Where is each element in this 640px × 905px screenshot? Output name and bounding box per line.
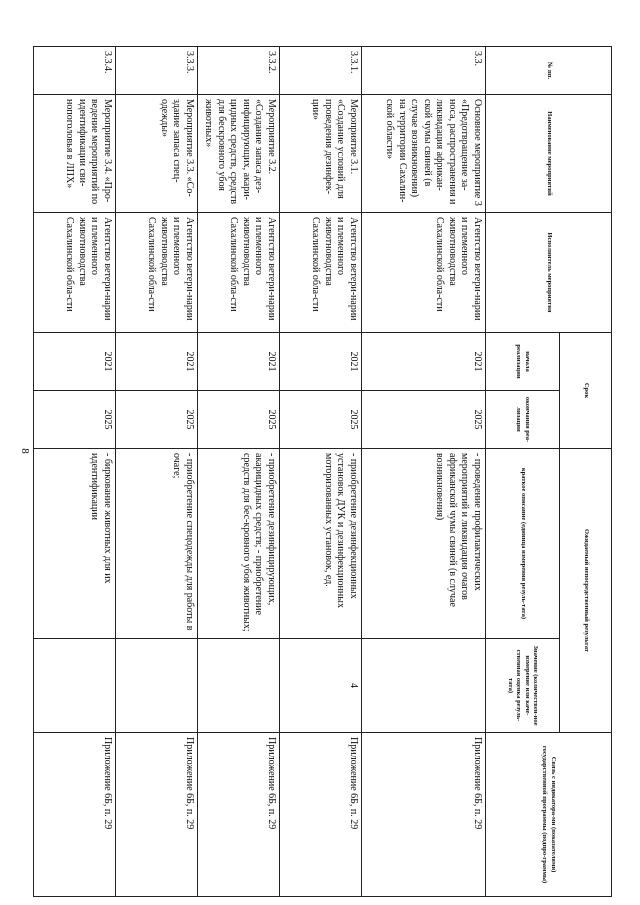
cell-value: 4 — [280, 639, 362, 733]
cell-desc: - приобретение дезинфицирующих, акарицидных средств; - приобретение средств для бес-кровного убоя животных; — [198, 449, 280, 639]
cell-num: 3.3.3. — [116, 47, 198, 95]
cell-link: Приложение 6Б, п. 29 — [116, 733, 198, 897]
header-expected-desc: краткое описание (единица измерения резуль-тата) — [486, 449, 560, 639]
cell-value — [34, 639, 116, 733]
header-expected-value: Значение (количествен-ное измерение или каче-ственная оценка резуль-тата) — [486, 639, 560, 733]
cell-start: 2021 — [280, 333, 362, 391]
cell-end: 2025 — [116, 391, 198, 449]
cell-name: Мероприятие 3.2. «Создание запаса дез-инфицирующих, акари-цидных средств, средств для бескровного убоя животных» — [198, 95, 280, 213]
cell-executor: Агентство ветери-нарии и племенного животноводства Сахалинской обла-сти — [116, 213, 198, 333]
cell-start: 2021 — [116, 333, 198, 391]
header-link: Связь с индикатора-ми (показателями) государственной программы (подпро-граммы) — [486, 733, 612, 897]
cell-start: 2021 — [362, 333, 486, 391]
measures-table — [33, 46, 612, 897]
cell-desc: - проведение профилактических мероприятий и ликвидация очагов африканской чумы свиней (в случае возникновения) — [362, 449, 486, 639]
cell-end: 2025 — [34, 391, 116, 449]
table-row — [280, 47, 362, 897]
page-number: 8 — [18, 448, 31, 454]
cell-value — [116, 639, 198, 733]
cell-executor: Агентство ветери-нарии и племенного животноводства Сахалинской обла-сти — [34, 213, 116, 333]
cell-start: 2021 — [34, 333, 116, 391]
table-row — [362, 47, 486, 897]
cell-name: Мероприятие 3.4. «Про-ведение мероприятий по идентификации сви-нопоголовья в ЛПХ» — [34, 95, 116, 213]
cell-num: 3.3. — [362, 47, 486, 95]
cell-num: 3.3.2. — [198, 47, 280, 95]
cell-name: Мероприятие 3.3. «Со-здание запаса спец-одежды» — [116, 95, 198, 213]
header-term: Срок — [560, 333, 612, 449]
cell-desc: - биркование животных для их идентификации — [34, 449, 116, 639]
cell-end: 2025 — [198, 391, 280, 449]
cell-desc: - приобретение спецодежды для работы в очаге; — [116, 449, 198, 639]
cell-executor: Агентство ветери-нарии и племенного животноводства Сахалинской обла-сти — [362, 213, 486, 333]
header-expected: Ожидаемый непосредственный результат — [560, 449, 612, 733]
rotated-page — [64, 46, 612, 896]
cell-value — [198, 639, 280, 733]
cell-name: Основное мероприятие 3 «Предотвращение за-носа, распространения и ликвидация африкан-ской чумы свиней (в случае возникновения) на территории Сахалин-ской области» — [362, 95, 486, 213]
cell-num: 3.3.4. — [34, 47, 116, 95]
cell-executor: Агентство ветери-нарии и племенного животноводства Сахалинской обла-сти — [280, 213, 362, 333]
cell-num: 3.3.1. — [280, 47, 362, 95]
cell-start: 2021 — [198, 333, 280, 391]
cell-link: Приложение 6Б, п. 29 — [34, 733, 116, 897]
cell-end: 2025 — [280, 391, 362, 449]
table-row — [116, 47, 198, 897]
cell-end: 2025 — [362, 391, 486, 449]
cell-link: Приложение 6Б, п. 29 — [362, 733, 486, 897]
cell-value — [362, 639, 486, 733]
header-executor: Исполнитель мероприятия — [486, 213, 612, 333]
cell-executor: Агентство ветери-нарии и племенного животноводства Сахалинской обла-сти — [198, 213, 280, 333]
header-term-end: окончания реа-лизации — [486, 391, 560, 449]
table-row — [198, 47, 280, 897]
cell-name: Мероприятие 3.1. «Создание условий для проведения дезинфек-ции» — [280, 95, 362, 213]
cell-link: Приложение 6Б, п. 29 — [280, 733, 362, 897]
cell-link: Приложение 6Б, п. 29 — [198, 733, 280, 897]
cell-desc: - приобретение дезинфекционных установок ДУК и дезинфекционных моторизованных установок, ед. — [280, 449, 362, 639]
header-term-start: начала реализации — [486, 333, 560, 391]
header-num: № пп. — [486, 47, 612, 95]
header-row-1 — [560, 47, 612, 897]
table-row — [34, 47, 116, 897]
header-name: Наименование мероприятий — [486, 95, 612, 213]
